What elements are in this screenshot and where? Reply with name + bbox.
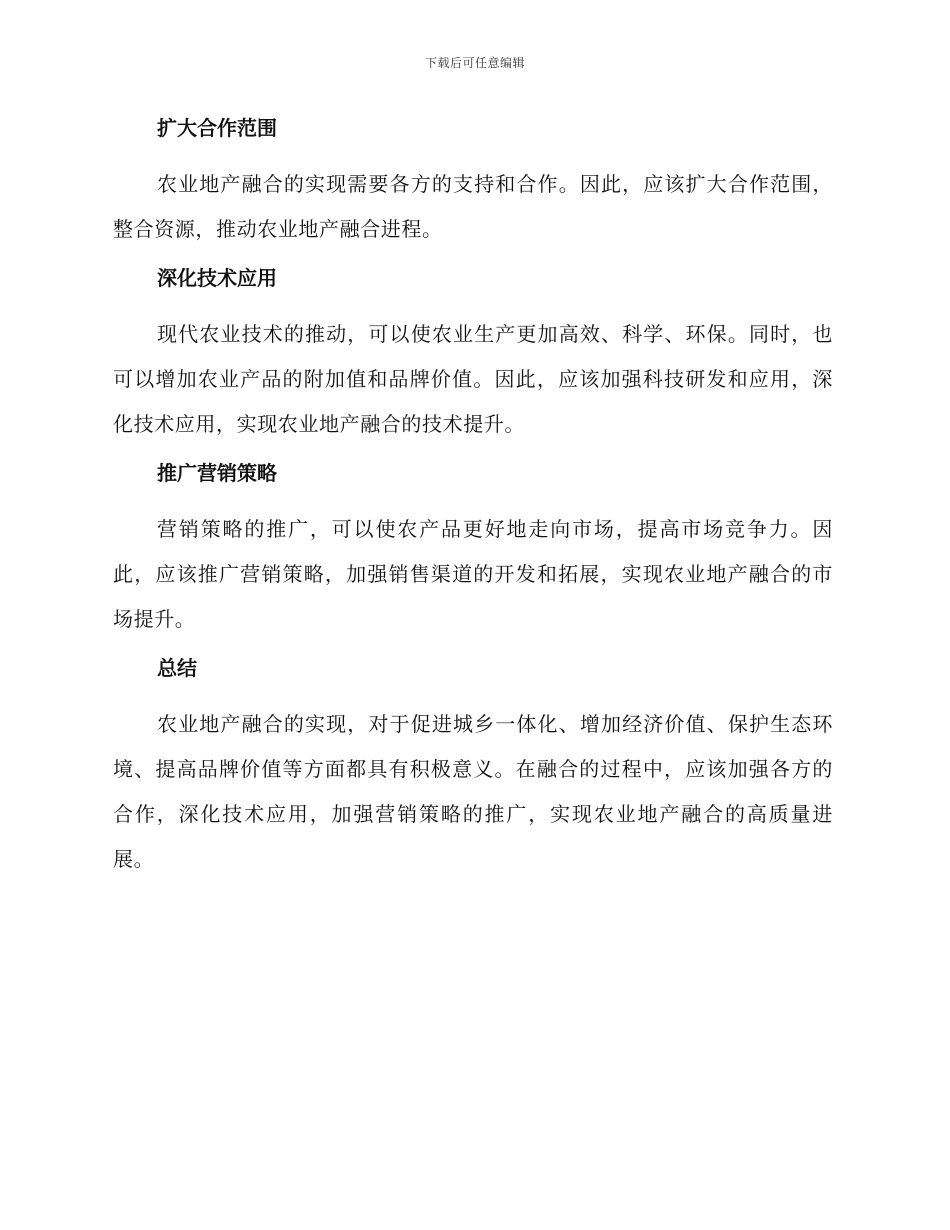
header-note: 下载后可任意编辑 <box>424 56 525 70</box>
section-deepen-technology <box>113 258 833 447</box>
section-title: 推广营销策略 <box>157 461 277 485</box>
section-paragraph: 现代农业技术的推动，可以使农业生产更加高效、科学、环保。同时，也可以增加农业产品的附加值和品牌价值。因此，应该加强科技研发和应用，深化技术应用，实现农业地产融合的技术提升。 <box>113 322 833 436</box>
section-summary <box>113 648 833 882</box>
section-paragraph: 农业地产融合的实现，对于促进城乡一体化、增加经济价值、保护生态环境、提高品牌价值等方面都具有积极意义。在融合的过程中，应该加强各方的合作，深化技术应用，加强营销策略的推广，实现农业地产融合的高质量进展。 <box>113 712 833 871</box>
section-paragraph: 营销策略的推广，可以使农产品更好地走向市场，提高市场竞争力。因此，应该推广营销策略，加强销售渠道的开发和拓展，实现农业地产融合的市场提升。 <box>113 517 833 631</box>
section-marketing-strategy <box>113 453 833 642</box>
section-title: 总结 <box>157 656 197 680</box>
section-title: 深化技术应用 <box>157 266 277 290</box>
document-content <box>113 108 833 888</box>
section-paragraph: 农业地产融合的实现需要各方的支持和合作。因此，应该扩大合作范围，整合资源，推动农业地产融合进程。 <box>113 172 833 241</box>
section-title: 扩大合作范围 <box>157 116 277 140</box>
section-expand-cooperation <box>113 108 833 252</box>
